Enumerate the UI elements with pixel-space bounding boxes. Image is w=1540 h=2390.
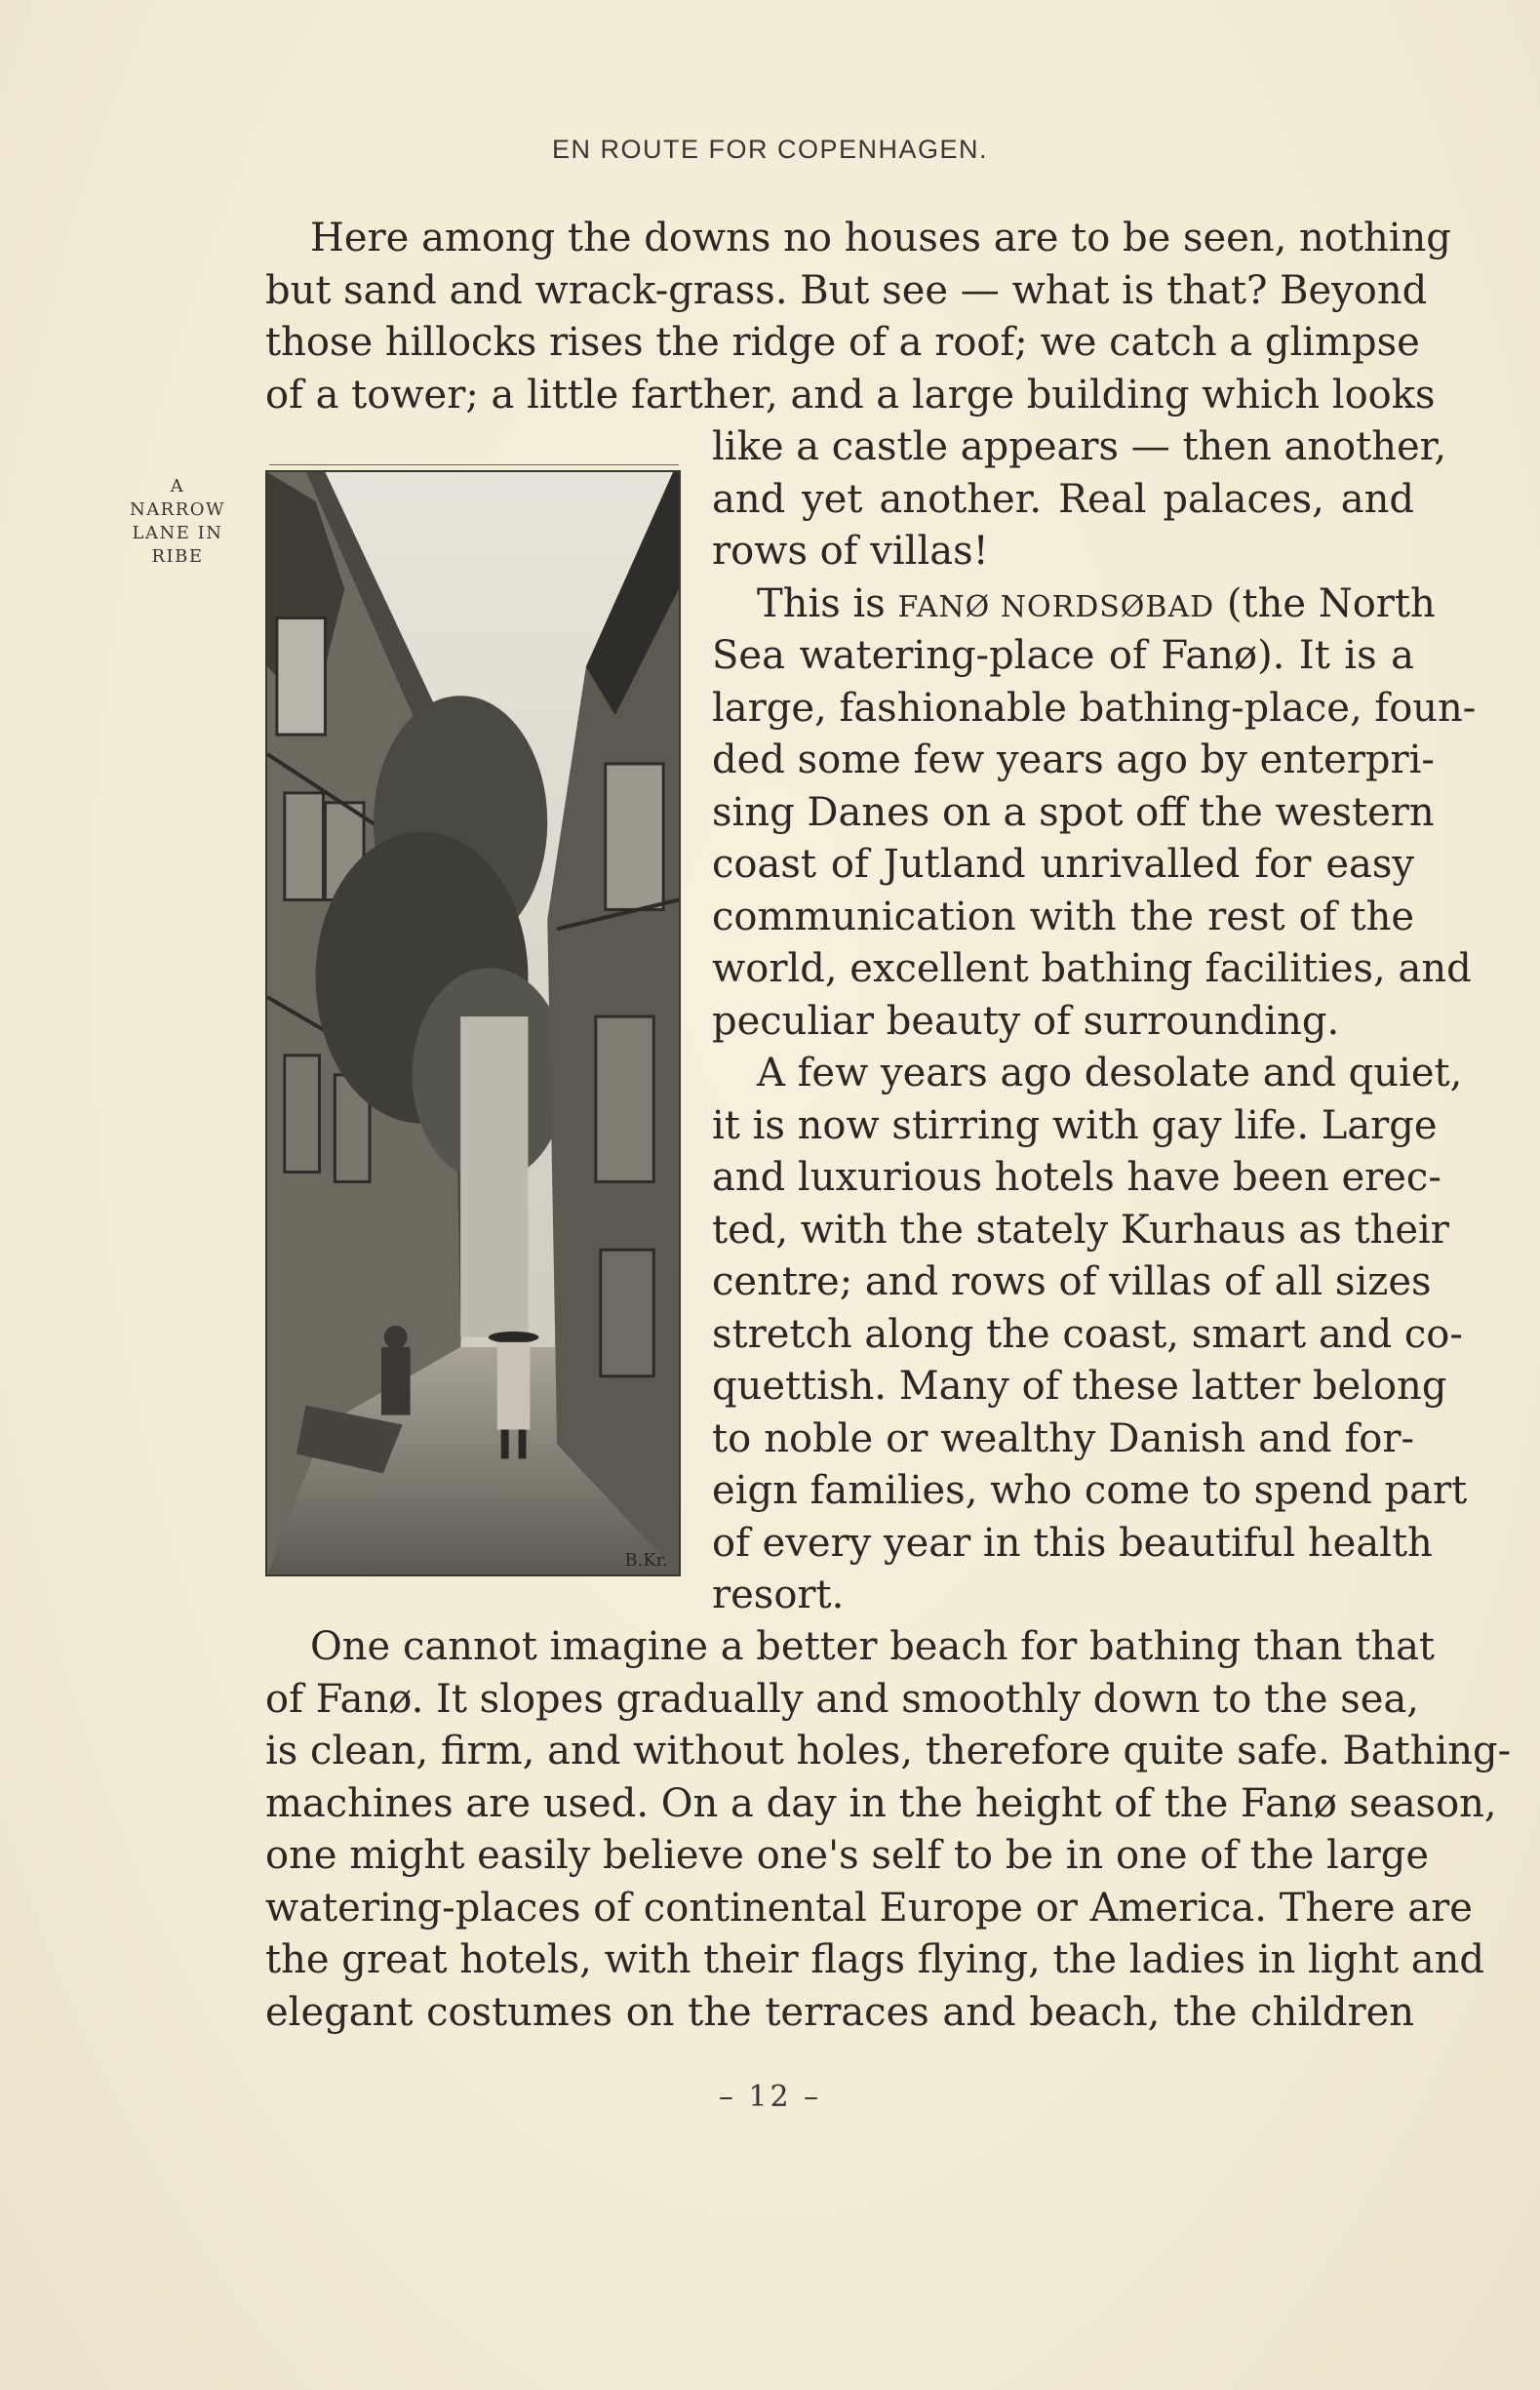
lane-illustration <box>267 472 679 1574</box>
text-line: A few years ago desolate and quiet, <box>757 1051 1463 1095</box>
text-line: resort. <box>712 1573 845 1617</box>
text-line: sing Danes on a spot off the western <box>712 789 1435 835</box>
text-fragment: This is <box>757 580 886 626</box>
caption-line: A <box>170 476 185 497</box>
text-line: machines are used. On a day in the height of the Fanø season, <box>265 1780 1497 1826</box>
text-line: world, excellent bathing facilities, and <box>712 946 1472 991</box>
text-line: peculiar beauty of surrounding. <box>712 998 1340 1044</box>
text-line: of every year in this beautiful health <box>712 1520 1433 1566</box>
paragraph-1-top <box>265 213 1451 421</box>
text-line: One cannot imagine a better beach for bathing than that <box>310 1624 1436 1669</box>
text-line: of a tower; a little farther, and a large building which looks <box>265 372 1436 418</box>
text-line: stretch along the coast, smart and co- <box>712 1311 1463 1357</box>
text-line: Sea watering-place of Fanø). It is a <box>712 633 1414 678</box>
text-line: communication with the rest of the <box>712 894 1414 939</box>
text-line: coast of Jutland unrivalled for easy <box>712 842 1414 887</box>
text-line: centre; and rows of villas of all sizes <box>712 1259 1432 1304</box>
page-number: – 12 – <box>718 2080 822 2114</box>
figure-caption <box>109 475 246 569</box>
text-line: and luxurious hotels have been erec- <box>712 1155 1441 1200</box>
photo-signature: B.Kr. <box>624 1549 668 1572</box>
text-line: quettish. Many of these latter belong <box>712 1364 1447 1409</box>
text-line: like a castle appears — then another, <box>712 424 1447 469</box>
text-line: to noble or wealthy Danish and for- <box>712 1415 1414 1461</box>
text-fragment: (the North <box>1226 580 1436 626</box>
photo-top-rule <box>269 464 679 465</box>
text-line: of Fanø. It slopes gradually and smoothly down to the sea, <box>265 1676 1420 1722</box>
text-line: it is now stirring with gay life. Large <box>712 1102 1438 1148</box>
text-line: watering-places of continental Europe or America. There are <box>265 1885 1473 1931</box>
text-line: rows of villas! <box>712 529 989 574</box>
text-line: is clean, firm, and without holes, therefore quite safe. Bathing- <box>265 1729 1512 1773</box>
text-line: elegant costumes on the terraces and beach, the children <box>265 1989 1414 2035</box>
text-line: and yet another. Real palaces, and <box>712 476 1414 522</box>
text-line: the great hotels, with their flags flying, the ladies in light and <box>265 1937 1484 1982</box>
text-line: ted, with the stately Kurhaus as their <box>712 1207 1449 1253</box>
caption-line: RIBE <box>151 546 204 567</box>
running-head: EN ROUTE FOR COPENHAGEN. <box>551 135 989 164</box>
paragraph-4 <box>265 1621 1512 2039</box>
text-line: large, fashionable bathing-place, foun- <box>712 685 1477 731</box>
text-line: eign families, who come to spend part <box>712 1468 1468 1513</box>
caption-line: LANE IN <box>132 523 223 543</box>
place-name-small-caps: FANØ NORDSØBAD <box>897 589 1215 624</box>
text-line: one might easily believe one's self to be in one of the large <box>265 1833 1430 1878</box>
text-line: Here among the downs no houses are to be seen, nothing <box>310 216 1451 260</box>
text-line: ded some few years ago by enterpri- <box>712 737 1435 782</box>
text-line: those hillocks rises the ridge of a roof; we catch a glimpse <box>265 320 1420 365</box>
wrapped-column <box>712 421 1477 1622</box>
text-line: but sand and wrack-grass. But see — what is that? Beyond <box>265 267 1428 313</box>
text-line <box>712 578 1436 631</box>
caption-line: NARROW <box>129 499 226 520</box>
photo-narrow-lane-ribe <box>265 470 681 1576</box>
